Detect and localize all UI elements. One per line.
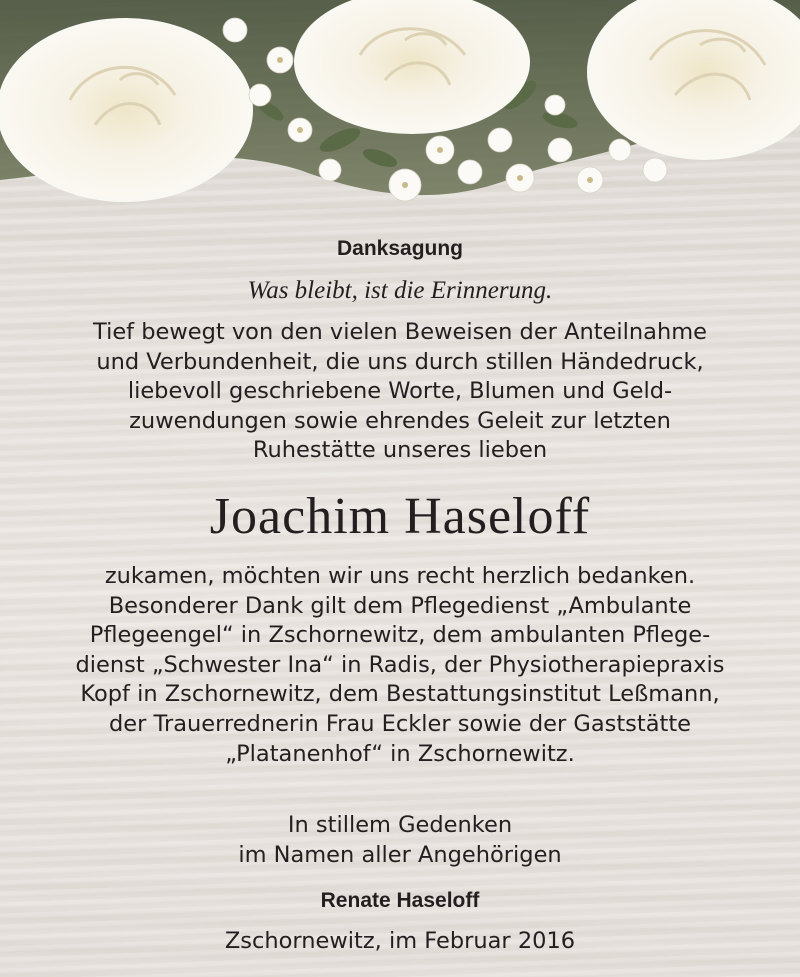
text-line: zuwendungen sowie ehrendes Geleit zur letzten <box>129 407 671 434</box>
text-line: dienst „Schwester Ina“ in Radis, der Physiotherapiepraxis <box>75 651 725 678</box>
text-line: Kopf in Zschornewitz, dem Bestattungsinstitut Leßmann, <box>80 681 720 708</box>
text-line: und Verbundenheit, die uns durch stillen Händedruck, <box>96 348 704 375</box>
intro-text <box>0 318 800 466</box>
text-line: zukamen, möchten wir uns recht herzlich bedanken. <box>104 563 696 589</box>
place-date: Zschornewitz, im Februar 2016 <box>224 928 576 954</box>
text-line: In stillem Gedenken <box>287 812 513 838</box>
white-roses-image <box>0 0 800 230</box>
text-line: „Platanenhof“ in Zschornewitz. <box>225 740 575 767</box>
text-line: Besonderer Dank gilt dem Pflegedienst „Ambulante <box>108 592 692 619</box>
text-line: der Trauerrednerin Frau Eckler sowie der Gaststätte <box>109 710 691 737</box>
text-line: Tief bewegt von den vielen Beweisen der Anteilnahme <box>93 319 707 345</box>
motto: Was bleibt, ist die Erinnerung. <box>247 277 553 304</box>
text-line: Pflegeengel“ in Zschornewitz, dem ambulanten Pflege- <box>89 622 711 649</box>
text-line: liebevoll geschriebene Worte, Blumen und Geld- <box>127 378 673 405</box>
rose-left <box>0 18 253 202</box>
signatory: Renate Haseloff <box>320 889 480 912</box>
heading: Danksagung <box>336 237 464 260</box>
text-line: im Namen aller Angehörigen <box>238 841 562 868</box>
text-line: Ruhestätte unseres lieben <box>252 437 548 464</box>
thanks-text <box>0 562 800 769</box>
closing-text <box>0 811 800 870</box>
deceased-name: Joachim Haseloff <box>209 488 591 545</box>
